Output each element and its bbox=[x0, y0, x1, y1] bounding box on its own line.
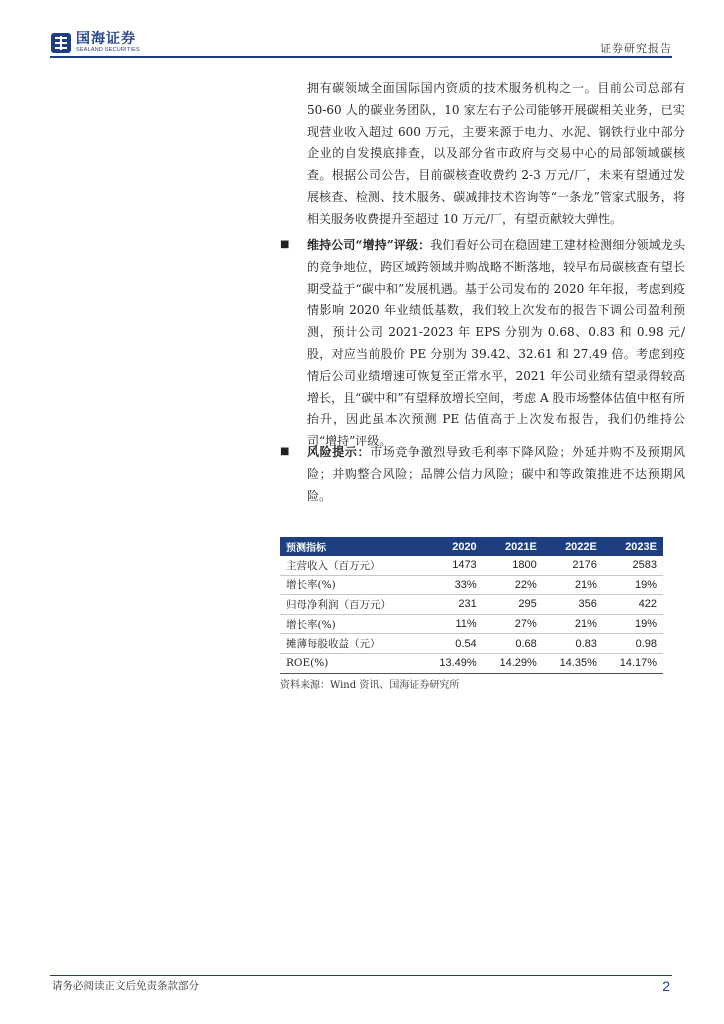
table-cell: 422 bbox=[603, 595, 663, 615]
table-header-cell: 2020 bbox=[452, 540, 477, 553]
table-header-cell: 2021E bbox=[504, 540, 537, 553]
table-cell: 19% bbox=[603, 614, 663, 634]
bullet-square-icon: ■ bbox=[280, 239, 290, 250]
company-name-en: SEALAND SECURITIES bbox=[76, 47, 140, 54]
table-cell: 0.98 bbox=[603, 634, 663, 654]
table-cell: 14.29% bbox=[483, 653, 543, 673]
table-cell: 2176 bbox=[543, 556, 603, 575]
table-row-label: 归母净利润（百万元） bbox=[280, 595, 423, 615]
table-row-label: ROE(%) bbox=[280, 653, 423, 673]
risk-body: 市场竞争激烈导致毛利率下降风险；外延并购不及预期风险；并购整合风险；品牌公信力风险；碳中和等政策推进不达预期风险。 bbox=[307, 445, 685, 503]
table-cell: 19% bbox=[603, 575, 663, 595]
table-cell: 295 bbox=[483, 595, 543, 615]
table-cell: 14.35% bbox=[543, 653, 603, 673]
forecast-table-container bbox=[280, 537, 663, 674]
table-cell: 1473 bbox=[423, 556, 483, 575]
bullet-square-icon: ■ bbox=[280, 446, 290, 457]
footer-disclaimer: 请务必阅读正文后免责条款部分 bbox=[52, 980, 199, 992]
table-cell: 0.54 bbox=[423, 634, 483, 654]
table-cell: 22% bbox=[483, 575, 543, 595]
table-row-label: 主营收入（百万元） bbox=[280, 556, 423, 575]
page-header bbox=[0, 0, 724, 60]
table-cell: 33% bbox=[423, 575, 483, 595]
table-cell: 231 bbox=[423, 595, 483, 615]
table-cell: 11% bbox=[423, 614, 483, 634]
table-row-label: 摊薄每股收益（元） bbox=[280, 634, 423, 654]
table-cell: 21% bbox=[543, 614, 603, 634]
table-row bbox=[280, 653, 663, 673]
table-cell: 27% bbox=[483, 614, 543, 634]
table-row bbox=[280, 556, 663, 575]
footer-divider bbox=[50, 975, 672, 976]
table-source-note: 资料来源：Wind 资讯、国海证券研究所 bbox=[280, 680, 460, 691]
table-row-label: 增长率(%) bbox=[280, 614, 423, 634]
table-header-cell: 2022E bbox=[565, 540, 597, 553]
table-header-cell: 2023E bbox=[625, 540, 657, 553]
table-row bbox=[280, 595, 663, 615]
table-header-row bbox=[280, 537, 663, 556]
page-number: 2 bbox=[662, 978, 670, 994]
table-row bbox=[280, 614, 663, 634]
table-row bbox=[280, 575, 663, 595]
table-header-cell: 预测指标 bbox=[286, 543, 326, 554]
rating-heading: 维持公司“增持”评级： bbox=[307, 238, 431, 252]
table-cell: 2583 bbox=[603, 556, 663, 575]
table-cell: 1800 bbox=[483, 556, 543, 575]
rating-body: 我们看好公司在稳固建工建材检测细分领域龙头的竞争地位，跨区域跨领域并购战略不断落地，较早布局碳核查有望长期受益于“碳中和”发展机遇。基于公司发布的 2020 年年报，考虑到疫情影响 2020 年业绩低基数，我们较上次发布的报告下调公司盈利预测，预计公司 2021-2023 年 EPS 分别为 0.68、0.83 和 0.98 元/股，对应当前股价 PE 分别为 39.42、32.61 和 27.49 倍。考虑到疫情后公司业绩增速可恢复至正常水平，2021 年公司业绩有望录得较高增长，且“碳中和”有望释放增长空间，考虑 A 股市场整体估值中枢有所抬升，因此虽本次预测 PE 估值高于上次发布报告，我们仍维持公司“增持”评级。 bbox=[307, 238, 685, 449]
table-cell: 356 bbox=[543, 595, 603, 615]
table-cell: 0.68 bbox=[483, 634, 543, 654]
company-name-cn: 国海证券 bbox=[76, 31, 136, 48]
paragraph-risk bbox=[307, 442, 685, 507]
table-row-label: 增长率(%) bbox=[280, 575, 423, 595]
paragraph-rating bbox=[307, 235, 685, 453]
table-row bbox=[280, 634, 663, 654]
risk-heading: 风险提示： bbox=[307, 445, 371, 459]
table-cell: 13.49% bbox=[423, 653, 483, 673]
forecast-table bbox=[280, 537, 663, 674]
table-cell: 21% bbox=[543, 575, 603, 595]
sealand-logo-icon bbox=[50, 32, 72, 54]
company-logo bbox=[50, 32, 140, 54]
paragraph-carbon-business: 拥有碳领域全面国际国内资质的技术服务机构之一。目前公司总部有50-60 人的碳业务团队，10 家左右子公司能够开展碳相关业务，已实现营业收入超过 600 万元，主要来源于电力、水泥、钢铁行业中部分企业的自发摸底排查，以及部分省市政府与交易中心的局部领域碳核查。根据公司公告，目前碳核查收费约 2-3 万元/厂，未来有望通过发展核查、检测、技术服务、碳减排技术咨询等“一条龙”管家式服务，将相关服务收费提升至超过 10 万元/厂，有望贡献较大弹性。 bbox=[307, 81, 685, 226]
table-cell: 0.83 bbox=[543, 634, 603, 654]
report-type-label: 证券研究报告 bbox=[600, 42, 672, 55]
table-cell: 14.17% bbox=[603, 653, 663, 673]
header-divider bbox=[50, 56, 672, 58]
